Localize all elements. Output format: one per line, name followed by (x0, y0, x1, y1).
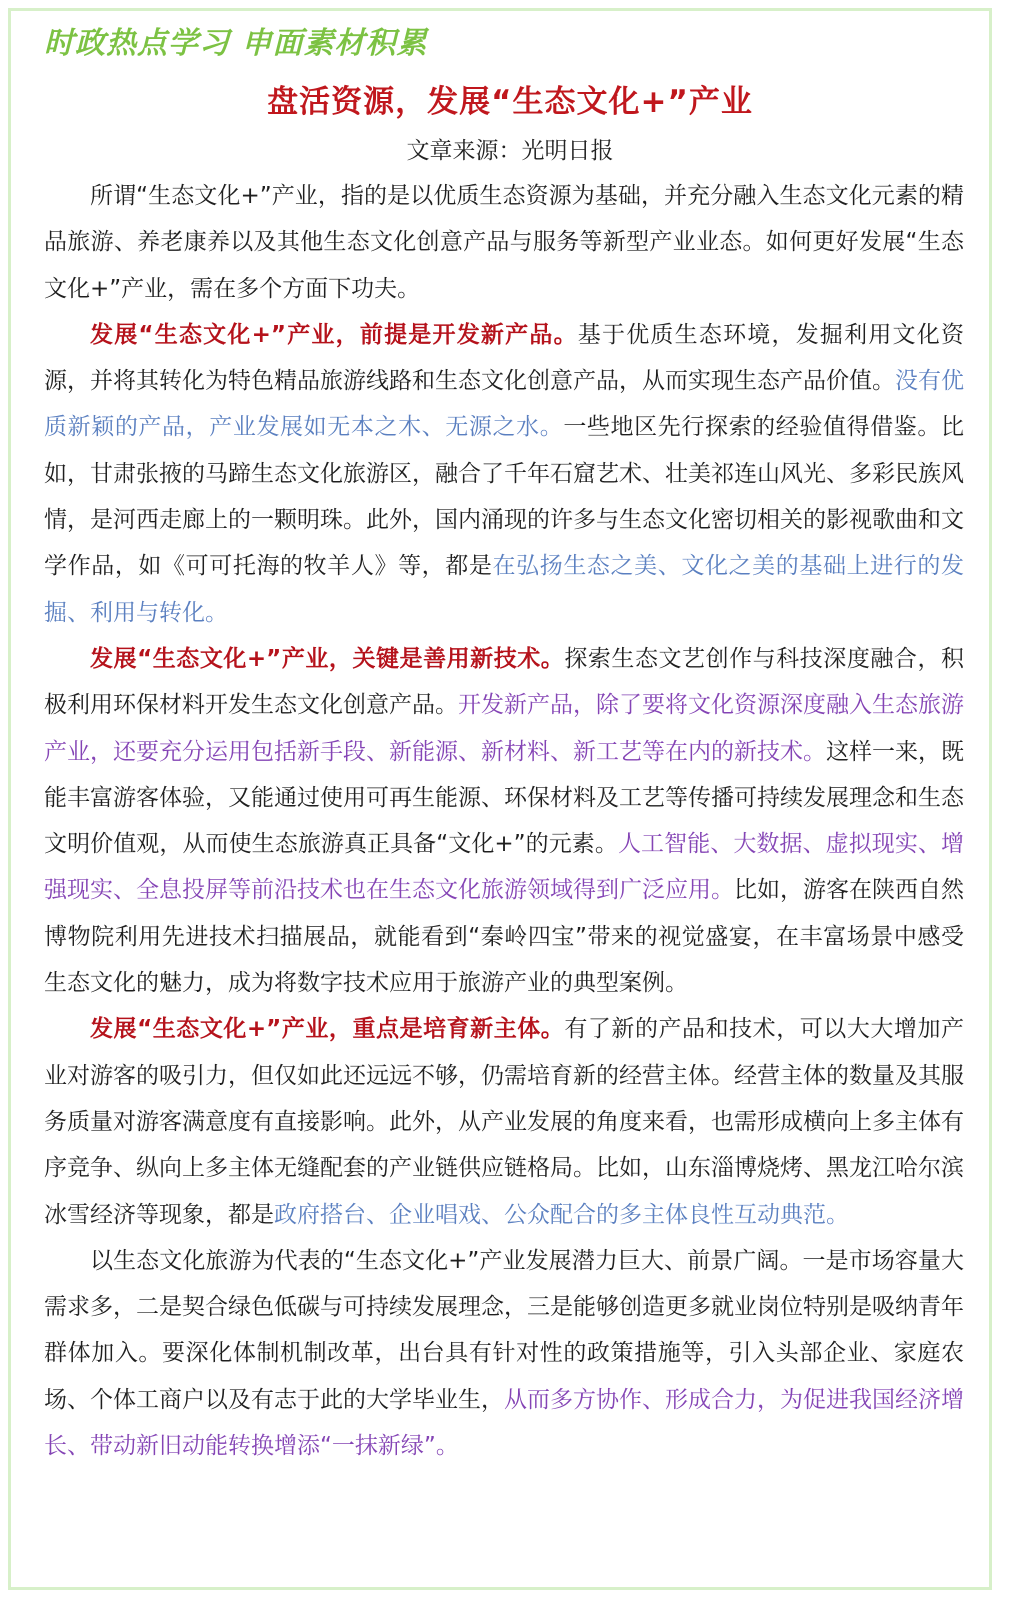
highlight-text: 政府搭台、企业唱戏、公众配合的多主体良性互动典范。 (274, 1201, 849, 1228)
paragraph-text: 比如，游客在陕西自然博物院利用先进技术扫描展品，就能看到“秦岭四宝”带来的视觉盛宴，在丰富场景中感受生态文化的魅力，成为将数字技术应用于旅游产业的典型案例。 (44, 877, 964, 997)
article-body (44, 173, 964, 1469)
paragraph-new-products (44, 312, 964, 636)
article-title: 盘活资源，发展“生态文化+”产业 (267, 84, 753, 120)
highlight-text: 没有优质新颖的产品，产业发展如无本之木、无源之水。 (44, 368, 964, 441)
highlight-text: 开发新产品，除了要将文化资源深度融入生态旅游产业，还要充分运用包括新手段、新能源、新材料、新工艺等在内的新技术。 (44, 692, 964, 765)
paragraph-text: 有了新的产品和技术，可以大大增加产业对游客的吸引力，但仅如此还远远不够，仍需培育新的经营主体。经营主体的数量及其服务质量对游客满意度有直接影响。此外，从产业发展的角度来看，也需形成横向上多主体有序竞争、纵向上多主体无缝配套的产业链供应链格局。比如，山东淄博烧烤、黑龙江哈尔滨冰雪经济等现象，都是 (44, 1016, 965, 1228)
highlight-text: 在弘扬生态之美、文化之美的基础上进行的发掘、利用与转化。 (44, 553, 965, 626)
paragraph-text: 一些地区先行探索的经验值得借鉴。比如，甘肃张掖的马蹄生态文化旅游区，融合了千年石窟艺术、壮美祁连山风光、多彩民族风情，是河西走廊上的一颗明珠。此外，国内涌现的许多与生态文化密切相关的影视歌曲和文学作品，如《可可托海的牧羊人》等，都是 (44, 414, 965, 580)
paragraph-text: 所谓“生态文化+”产业，指的是以优质生态资源为基础，并充分融入生态文化元素的精品旅游、养老康养以及其他生态文化创意产品与服务等新型产业业态。如何更好发展“生态文化+”产业，需在多个方面下功夫。 (44, 183, 964, 302)
paragraph-text: 基于优质生态环境，发掘利用文化资源，并将其转化为特色精品旅游线路和生态文化创意产品，从而实现生态产品价值。 (44, 321, 964, 395)
paragraph-text: 以生态文化旅游为代表的“生态文化+”产业发展潜力巨大、前景广阔。一是市场容量大需求多，二是契合绿色低碳与可持续发展理念，三是能够创造更多就业岗位特别是吸纳青年群体加入。要深化体制机制改革，出台具有针对性的政策措施等，引入头部企业、家庭农场、个体工商户以及有志于此的大学毕业生， (44, 1247, 964, 1413)
paragraph-conclusion (44, 1238, 964, 1469)
highlight-text: 人工智能、大数据、虚拟现实、增强现实、全息投屏等前沿技术也在生态文化旅游领域得到广泛应用。 (44, 831, 965, 904)
paragraph-new-entities (44, 1006, 964, 1237)
paragraph-new-technology (44, 636, 964, 1006)
paragraph-text: 探索生态文艺创作与科技深度融合，积极利用环保材料开发生态文化创意产品。 (44, 645, 965, 719)
paragraph-lead: 发展“生态文化+”产业，关键是善用新技术。 (90, 645, 565, 672)
paragraph-lead: 发展“生态文化+”产业，前提是开发新产品。 (90, 321, 578, 348)
column-header: 时政热点学习 申面素材积累 (44, 26, 428, 61)
paragraph-lead: 发展“生态文化+”产业，重点是培育新主体。 (90, 1016, 565, 1043)
paragraph-text: 这样一来，既能丰富游客体验，又能通过使用可再生能源、环保材料及工艺等传播可持续发展理念和生态文明价值观，从而使生态旅游真正具备“文化+”的元素。 (44, 738, 964, 858)
paragraph-intro (44, 173, 964, 312)
highlight-text: 从而多方协作、形成合力，为促进我国经济增长、带动新旧动能转换增添“一抹新绿”。 (44, 1386, 964, 1460)
article-source: 文章来源：光明日报 (406, 138, 614, 164)
